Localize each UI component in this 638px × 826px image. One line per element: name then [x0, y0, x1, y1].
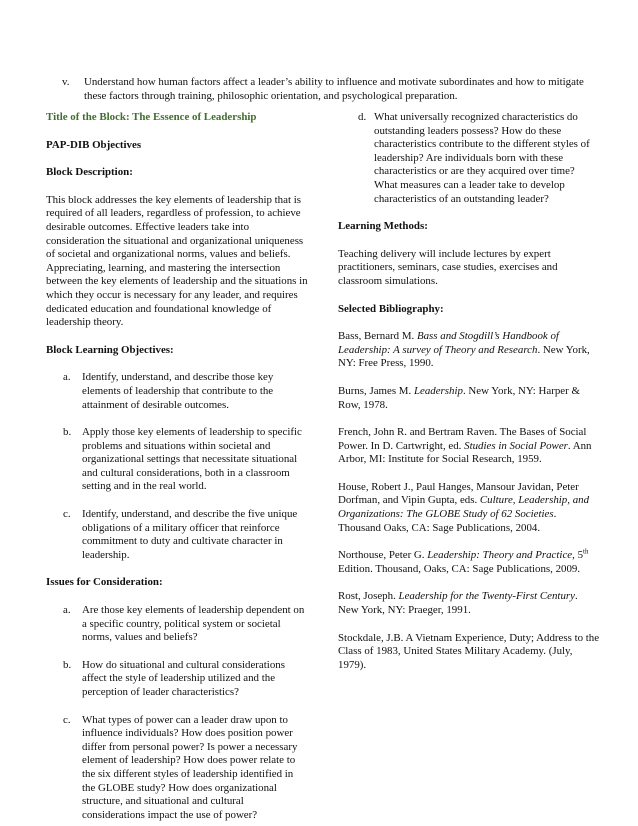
list-marker: a. [63, 371, 71, 384]
list-marker: c. [63, 713, 71, 726]
learning-methods-text: Teaching delivery will include lectures by expert practitioners, seminars, case studies, exercises and classroom simulations. [338, 247, 558, 287]
bibliography-entry-stockdale: Stockdale, J.B. A Vietnam Experience, Duty; Address to the Class of 1983, United States Military Academy. (July, 1979). [338, 631, 600, 671]
bibliography-heading: Selected Bibliography: [338, 302, 444, 315]
entry-author: French, John R. and Bertram Raven. The Bases of Social Power. In D. Cartwright, ed. [338, 426, 587, 452]
description-heading: Block Description: [46, 166, 133, 179]
left-column [46, 111, 308, 822]
list-marker: b. [63, 426, 72, 439]
list-item-text: Identify, understand, and describe those key elements of leadership that contribute to the attainment of desirable outcomes. [82, 371, 274, 411]
list-marker: d. [358, 111, 367, 123]
entry-edition: , 5 [572, 549, 584, 562]
issue-item [46, 714, 308, 823]
bibliography-entry-northouse [338, 549, 600, 576]
issue-item [46, 659, 308, 700]
entry-author: Bass, Bernard M. [338, 330, 417, 343]
entry-title: Leadership: Theory and Practice [427, 549, 573, 562]
learning-objective-item [46, 426, 308, 494]
list-item-text: Identify, understand, and describe the five unique obligations of a military officer that reinforce commitment to duty and cultivate character in leadership. [82, 508, 298, 561]
right-column [338, 111, 600, 672]
entry-title: Bass and Stogdill’s Handbook of Leadership: A survey of Theory and Research [338, 330, 559, 356]
learning-objectives-heading: Block Learning Objectives: [46, 343, 174, 356]
learning-objective-item [46, 371, 308, 412]
intro-list-item [62, 76, 602, 103]
list-marker: b. [63, 658, 72, 671]
list-item-text: What types of power can a leader draw upon to influence individuals? How does position power differ from personal power? Is power a necessary element of leadership? How does power relate to the six different styles of leadership identified in the GLOBE study? How does organizational structure, and situational and cultural considerations impact the use of power? [82, 713, 298, 821]
entry-title: Studies in Social Power [464, 439, 568, 452]
issues-heading: Issues for Consideration: [46, 576, 163, 589]
list-item-text: Are those key elements of leadership dependent on a specific country, political system or societal norms, values and beliefs? [82, 604, 305, 644]
objectives-heading: PAP-DIB Objectives [46, 138, 142, 151]
entry-publication: . Thousand Oaks, CA: Sage Publications, 2004. [338, 508, 557, 534]
list-item-text: Understand how human factors affect a leader’s ability to influence and motivate subordinates and how to mitigate these factors through training, philosophic orientation, and psychological preparation. [84, 76, 584, 102]
list-marker: a. [63, 604, 71, 617]
list-marker: v. [62, 76, 70, 88]
list-marker: c. [63, 508, 71, 521]
entry-author: Burns, James M. [338, 384, 414, 397]
block-title: Title of the Block: The Essence of Leadership [46, 111, 257, 123]
entry-author: Rost, Joseph. [338, 590, 399, 603]
entry-author: House, Robert J., Paul Hanges, Mansour Javidan, Peter Dorfman, and Vipin Gupta, eds. [338, 480, 579, 507]
bibliography-entry-rost [338, 590, 600, 617]
description-text: This block addresses the key elements of leadership that is required of all leaders, regardless of profession, to achieve desirable outcomes. Effective leaders take into consideration the situational and organizational uniqueness of societal and organizational norms, values and beliefs. Appreciating, learning, and mastering the intersection between the key elements of leadership and the situations in which they occur is necessary for any leader, and requires dedicated education and foundational knowledge of leadership theory. [46, 193, 308, 329]
entry-title: Leadership for the Twenty-First Century [398, 590, 575, 603]
entry-publication: . New York, NY: Harper & Row, 1978. [338, 384, 580, 411]
entry-author: Northouse, Peter G. [338, 549, 428, 562]
bibliography-entry-french [338, 426, 600, 467]
entry-publication: . Ann Arbor, MI: Institute for Social Research, 1959. [338, 439, 592, 466]
entry-publication: . New York, NY: Praeger, 1991. [338, 590, 578, 617]
list-item-text: Apply those key elements of leadership to specific problems and situations within societal and organizational settings that necessitate situational and cultural considerations, both in a classroom setting and in the real world. [82, 426, 302, 493]
list-item-text: How do situational and cultural considerations affect the style of leadership utilized and the perception of leader characteristics? [82, 658, 285, 698]
entry-publication: . New York, NY: Free Press, 1990. [338, 343, 590, 370]
entry-title: Leadership [413, 384, 463, 397]
bibliography-entry-house [338, 481, 600, 535]
list-item-text: What universally recognized characteristics do outstanding leaders possess? How do these characteristics contribute to the different styles of leadership? Are individuals born with these characteristics or are they acquired over time? What measures can a leader take to develop characteristics of an outstanding leader? [374, 111, 590, 205]
issue-item [338, 111, 600, 206]
edition-superscript: th [583, 547, 589, 556]
bibliography-entry-burns [338, 385, 600, 412]
learning-methods-heading: Learning Methods: [338, 220, 428, 233]
issue-item [46, 604, 308, 645]
entry-title: Culture, Leadership, and Organizations: The GLOBE Study of 62 Societies [338, 494, 590, 521]
learning-objective-item [46, 508, 308, 562]
entry-publication: Edition. Thousand, Oaks, CA: Sage Publications, 2009. [338, 562, 581, 575]
bibliography-entry-bass [338, 330, 600, 371]
